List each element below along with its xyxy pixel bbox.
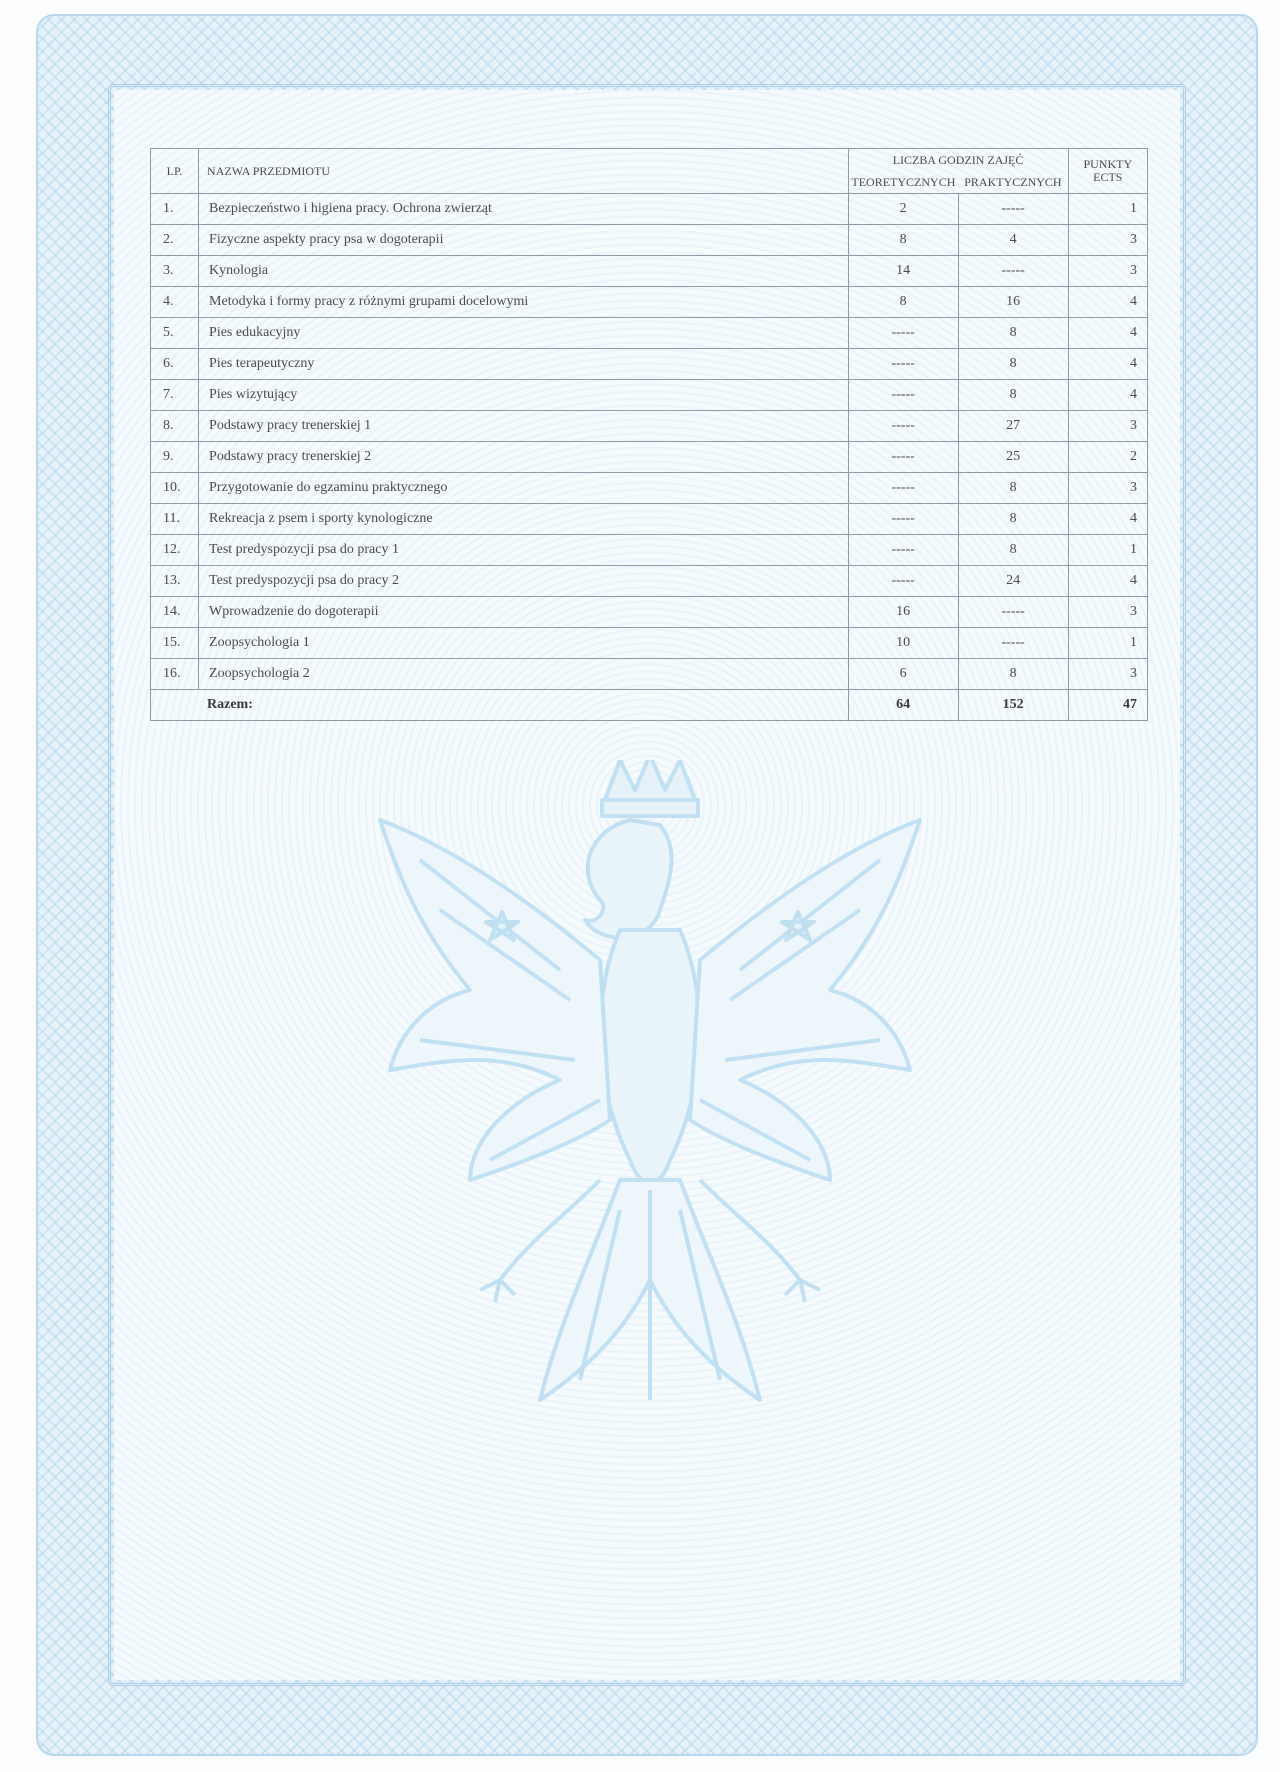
row-ects: 1 <box>1068 535 1147 566</box>
row-theoretical: ----- <box>848 473 958 504</box>
row-theoretical: 8 <box>848 225 958 256</box>
table-row <box>151 597 1148 628</box>
row-lp: 4. <box>151 287 199 318</box>
row-subject-name: Pies edukacyjny <box>199 318 849 349</box>
row-subject-name: Przygotowanie do egzaminu praktycznego <box>199 473 849 504</box>
header-theoretical: TEORETYCZNYCH <box>848 171 958 194</box>
row-practical: ----- <box>958 194 1068 225</box>
total-practical: 152 <box>958 690 1068 721</box>
table-row <box>151 473 1148 504</box>
row-lp: 15. <box>151 628 199 659</box>
header-lp: LP. <box>151 149 199 194</box>
row-theoretical: 14 <box>848 256 958 287</box>
header-ects-line1: PUNKTY <box>1083 157 1133 171</box>
row-lp: 5. <box>151 318 199 349</box>
row-ects: 3 <box>1068 411 1147 442</box>
table-row <box>151 225 1148 256</box>
row-theoretical: ----- <box>848 411 958 442</box>
row-theoretical: ----- <box>848 318 958 349</box>
row-subject-name: Podstawy pracy trenerskiej 2 <box>199 442 849 473</box>
row-ects: 3 <box>1068 659 1147 690</box>
row-ects: 4 <box>1068 380 1147 411</box>
table-row <box>151 628 1148 659</box>
total-label: Razem: <box>151 690 849 721</box>
row-subject-name: Fizyczne aspekty pracy psa w dogoterapii <box>199 225 849 256</box>
table-row <box>151 256 1148 287</box>
table-row <box>151 442 1148 473</box>
row-theoretical: ----- <box>848 442 958 473</box>
table-row <box>151 504 1148 535</box>
row-theoretical: ----- <box>848 566 958 597</box>
table-row <box>151 659 1148 690</box>
row-theoretical: 8 <box>848 287 958 318</box>
row-theoretical: 6 <box>848 659 958 690</box>
table-row <box>151 194 1148 225</box>
row-lp: 1. <box>151 194 199 225</box>
row-ects: 3 <box>1068 256 1147 287</box>
row-subject-name: Bezpieczeństwo i higiena pracy. Ochrona zwierząt <box>199 194 849 225</box>
row-practical: 25 <box>958 442 1068 473</box>
header-ects <box>1068 149 1147 194</box>
row-subject-name: Kynologia <box>199 256 849 287</box>
row-ects: 4 <box>1068 349 1147 380</box>
row-practical: 8 <box>958 380 1068 411</box>
row-practical: 24 <box>958 566 1068 597</box>
table-row <box>151 535 1148 566</box>
row-subject-name: Test predyspozycji psa do pracy 1 <box>199 535 849 566</box>
row-subject-name: Podstawy pracy trenerskiej 1 <box>199 411 849 442</box>
row-theoretical: ----- <box>848 535 958 566</box>
row-ects: 2 <box>1068 442 1147 473</box>
row-ects: 4 <box>1068 287 1147 318</box>
row-ects: 4 <box>1068 566 1147 597</box>
row-lp: 2. <box>151 225 199 256</box>
table-row <box>151 318 1148 349</box>
table-row <box>151 380 1148 411</box>
row-theoretical: ----- <box>848 504 958 535</box>
row-ects: 3 <box>1068 597 1147 628</box>
row-lp: 11. <box>151 504 199 535</box>
row-practical: 8 <box>958 504 1068 535</box>
row-theoretical: ----- <box>848 349 958 380</box>
header-hours-group: LICZBA GODZIN ZAJĘĆ <box>848 149 1068 172</box>
row-practical: 8 <box>958 473 1068 504</box>
row-lp: 13. <box>151 566 199 597</box>
polish-eagle-emblem-icon <box>360 760 940 1440</box>
row-theoretical: 10 <box>848 628 958 659</box>
table-row <box>151 349 1148 380</box>
row-subject-name: Zoopsychologia 1 <box>199 628 849 659</box>
row-ects: 4 <box>1068 504 1147 535</box>
row-ects: 4 <box>1068 318 1147 349</box>
subjects-table <box>150 148 1148 721</box>
row-practical: 8 <box>958 535 1068 566</box>
table-row <box>151 287 1148 318</box>
row-ects: 3 <box>1068 225 1147 256</box>
row-lp: 3. <box>151 256 199 287</box>
table-row <box>151 411 1148 442</box>
table-row <box>151 566 1148 597</box>
row-lp: 6. <box>151 349 199 380</box>
row-subject-name: Pies terapeutyczny <box>199 349 849 380</box>
row-practical: 8 <box>958 659 1068 690</box>
row-practical: 27 <box>958 411 1068 442</box>
row-lp: 7. <box>151 380 199 411</box>
row-theoretical: 16 <box>848 597 958 628</box>
row-practical: ----- <box>958 628 1068 659</box>
row-ects: 1 <box>1068 194 1147 225</box>
row-practical: ----- <box>958 597 1068 628</box>
row-practical: 8 <box>958 318 1068 349</box>
row-subject-name: Pies wizytujący <box>199 380 849 411</box>
total-theoretical: 64 <box>848 690 958 721</box>
row-practical: ----- <box>958 256 1068 287</box>
row-lp: 12. <box>151 535 199 566</box>
row-subject-name: Wprowadzenie do dogoterapii <box>199 597 849 628</box>
row-theoretical: 2 <box>848 194 958 225</box>
row-lp: 10. <box>151 473 199 504</box>
total-ects: 47 <box>1068 690 1147 721</box>
row-subject-name: Rekreacja z psem i sporty kynologiczne <box>199 504 849 535</box>
row-subject-name: Zoopsychologia 2 <box>199 659 849 690</box>
row-ects: 1 <box>1068 628 1147 659</box>
row-subject-name: Test predyspozycji psa do pracy 2 <box>199 566 849 597</box>
row-lp: 8. <box>151 411 199 442</box>
row-practical: 16 <box>958 287 1068 318</box>
row-lp: 16. <box>151 659 199 690</box>
row-ects: 3 <box>1068 473 1147 504</box>
row-lp: 14. <box>151 597 199 628</box>
row-theoretical: ----- <box>848 380 958 411</box>
row-subject-name: Metodyka i formy pracy z różnymi grupami docelowymi <box>199 287 849 318</box>
row-practical: 8 <box>958 349 1068 380</box>
row-practical: 4 <box>958 225 1068 256</box>
header-practical: PRAKTYCZNYCH <box>958 171 1068 194</box>
header-ects-line2: ECTS <box>1093 170 1123 184</box>
total-row <box>151 690 1148 721</box>
row-lp: 9. <box>151 442 199 473</box>
header-subject-name: NAZWA PRZEDMIOTU <box>199 149 849 194</box>
